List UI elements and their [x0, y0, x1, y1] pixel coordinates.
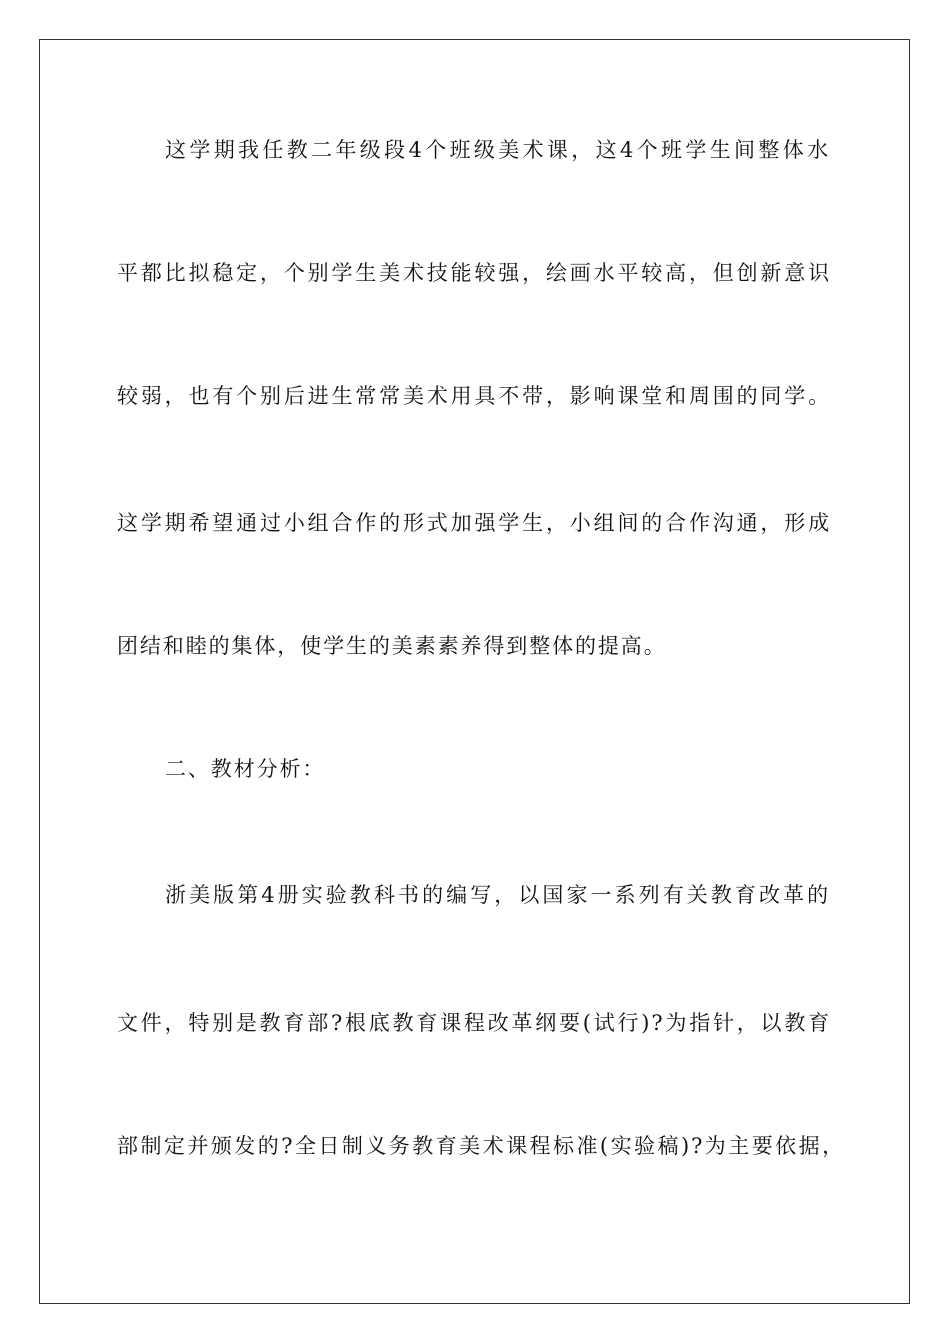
page-border: [39, 39, 910, 1304]
paragraph-line-7: 文件，特别是教育部?根底教育课程改革纲要(试行)?为指针，以教育: [117, 1011, 831, 1035]
paragraph-line-4: 这学期希望通过小组合作的形式加强学生，小组间的合作沟通，形成: [117, 511, 831, 535]
paragraph-line-8: 部制定并颁发的?全日制义务教育美术课程标准(实验稿)?为主要依据，: [117, 1134, 845, 1158]
paragraph-line-3: 较弱，也有个别后进生常常美术用具不带，影响课堂和周围的同学。: [117, 384, 831, 408]
section-heading: 二、教材分析：: [165, 757, 326, 781]
paragraph-line-1: 这学期我任教二年级段4个班级美术课，这4个班学生间整体水: [165, 138, 830, 162]
paragraph-line-6: 浙美版第4册实验教科书的编写，以国家一系列有关教育改革的: [165, 883, 830, 907]
paragraph-line-2: 平都比拟稳定，个别学生美术技能较强，绘画水平较高，但创新意识: [117, 261, 831, 285]
paragraph-line-5: 团结和睦的集体，使学生的美素素养得到整体的提高。: [117, 634, 667, 658]
